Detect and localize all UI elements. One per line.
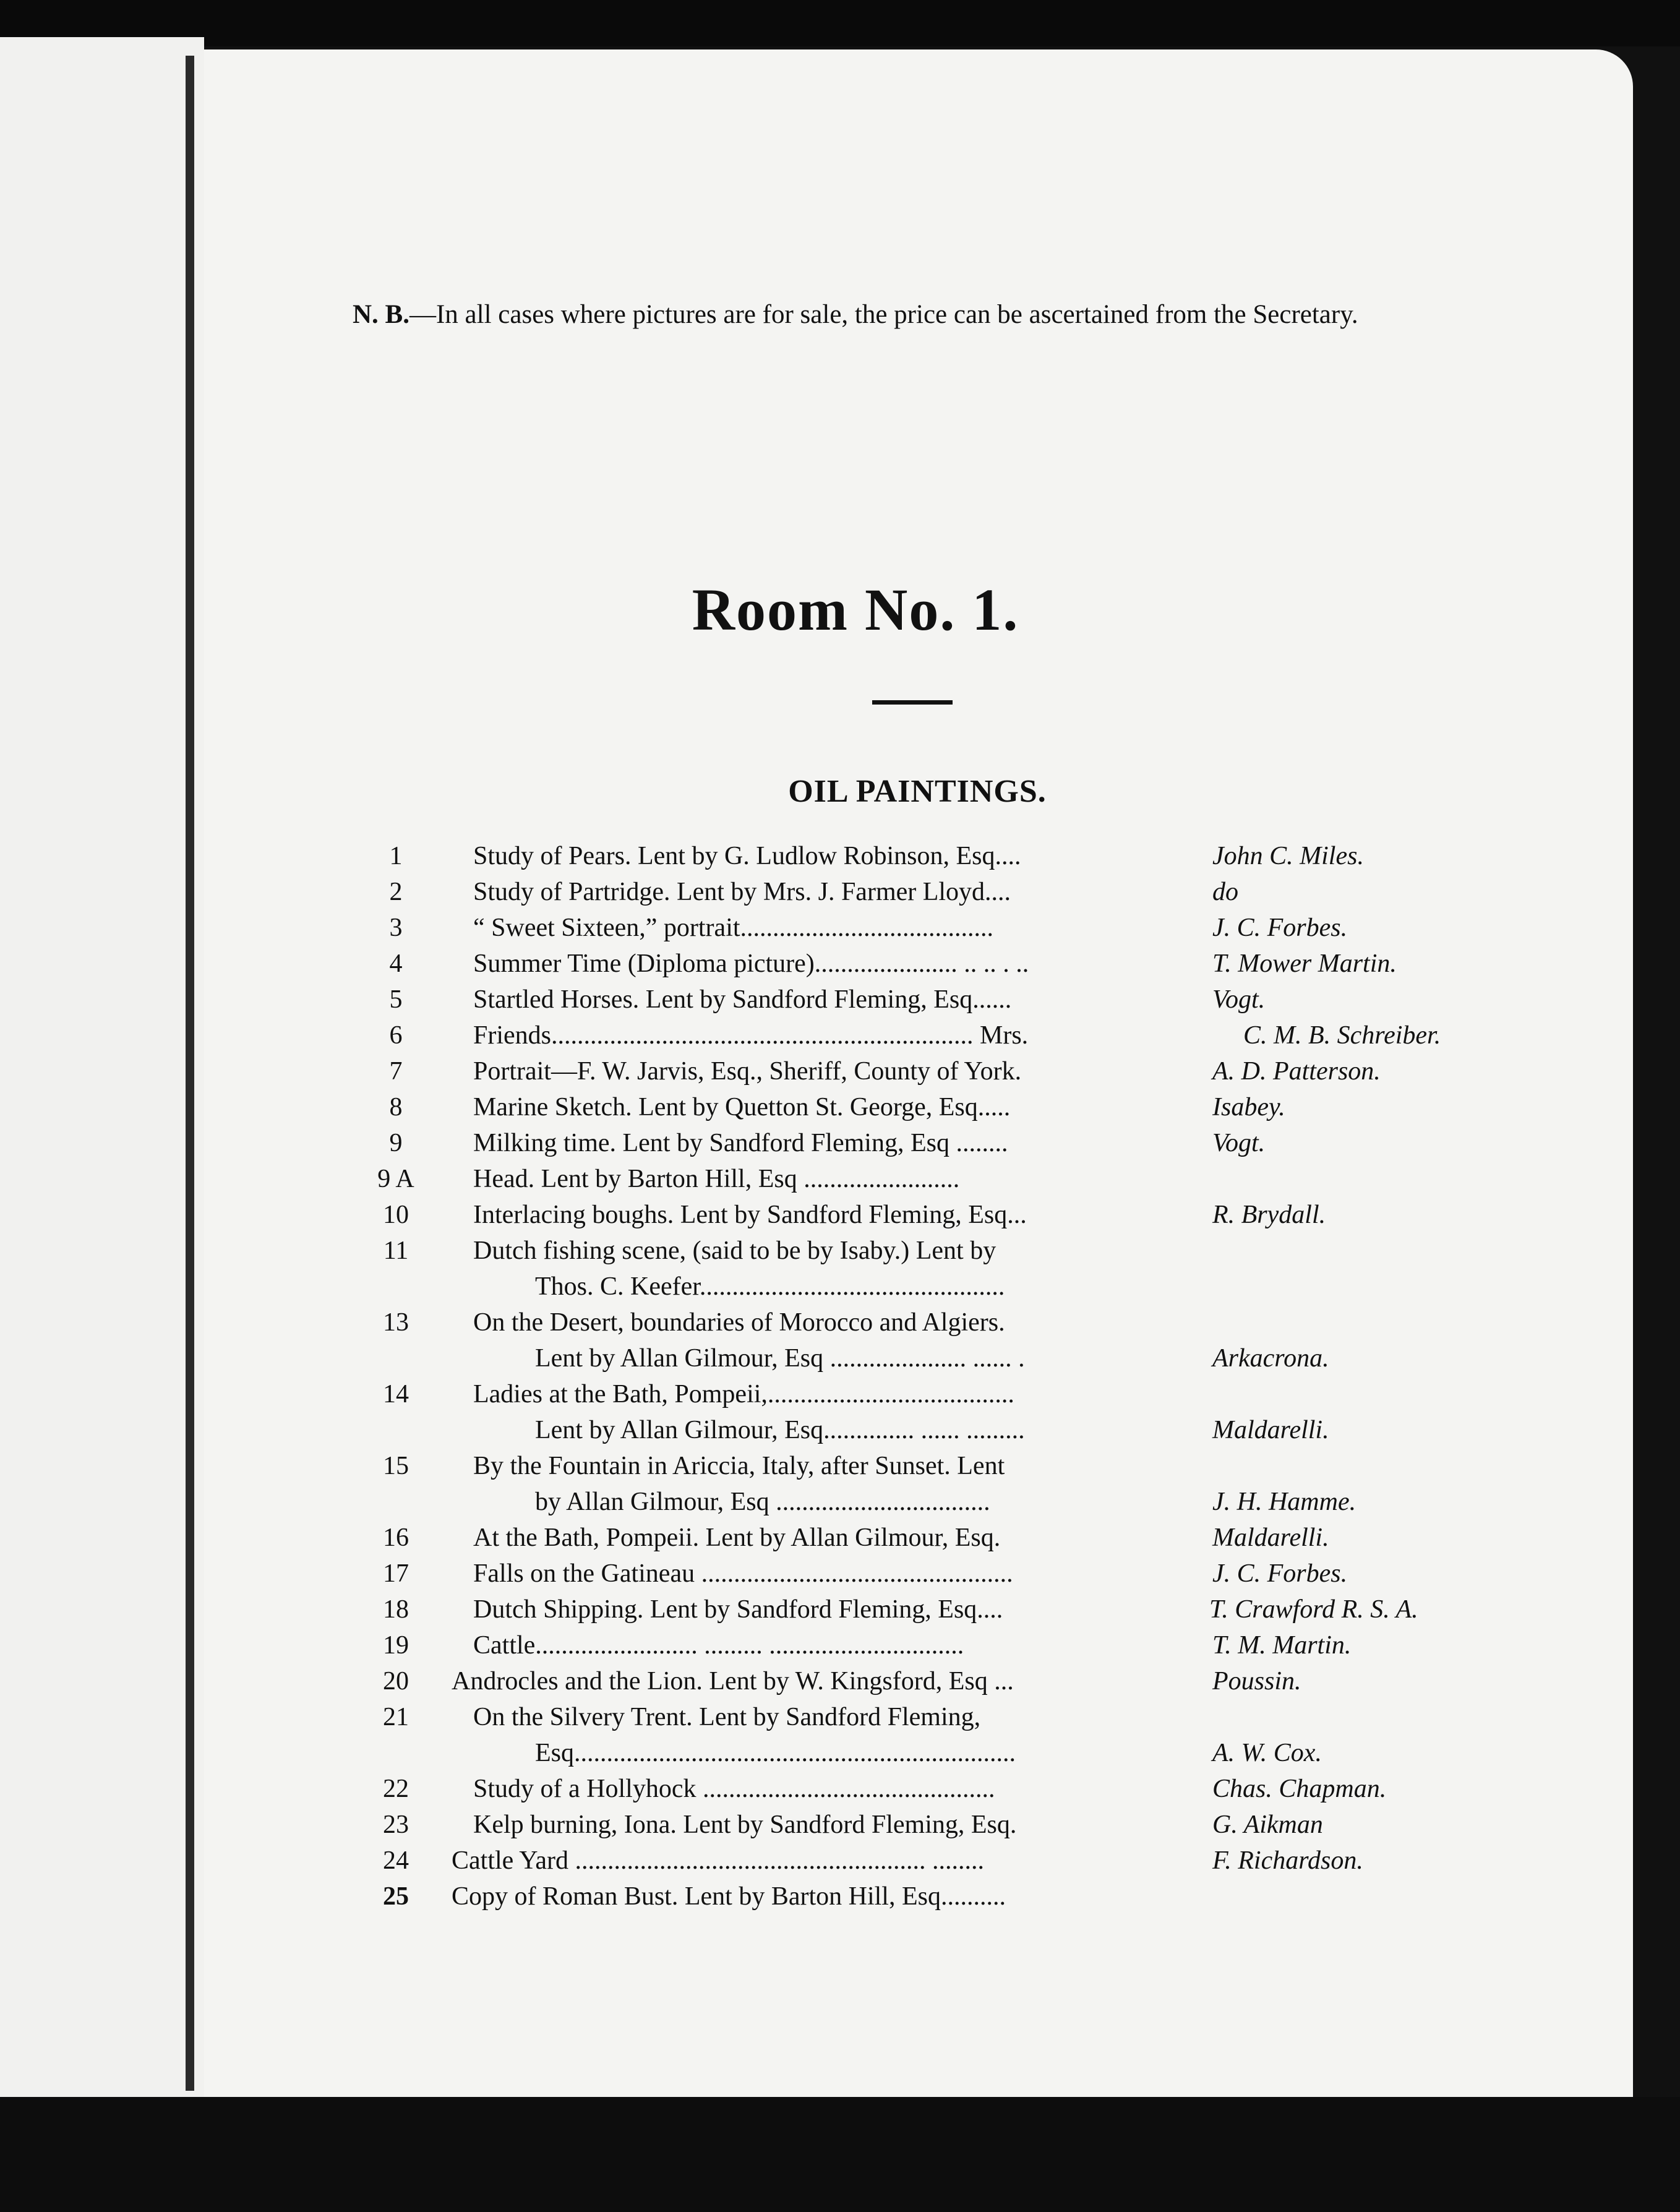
catalogue-entry xyxy=(371,1843,1546,1879)
catalogue-entry xyxy=(371,874,1546,910)
catalogue-entry xyxy=(371,1233,1546,1269)
entry-title: Ladies at the Bath, Pompeii,...................................... xyxy=(473,1380,1014,1408)
entry-title: Kelp burning, Iona. Lent by Sandford Fleming, Esq. xyxy=(473,1811,1017,1839)
entry-number: 5 xyxy=(389,985,403,1014)
catalogue-entry xyxy=(371,1053,1546,1089)
entry-artist: Maldarelli. xyxy=(1212,1524,1329,1552)
entry-title: Copy of Roman Bust. Lent by Barton Hill, Esq.......... xyxy=(452,1882,1006,1911)
entry-number: 22 xyxy=(383,1775,409,1803)
entry-artist: R. Brydall. xyxy=(1212,1201,1326,1229)
catalogue-entry xyxy=(371,1879,1546,1914)
catalogue-entry xyxy=(371,1735,1546,1771)
entry-number: 11 xyxy=(383,1237,409,1265)
catalogue-entry xyxy=(371,1125,1546,1161)
catalogue-entry xyxy=(371,1269,1546,1305)
entry-title: Lent by Allan Gilmour, Esq.............. ...... ......... xyxy=(535,1416,1025,1444)
entry-title: Lent by Allan Gilmour, Esq ..................... ...... . xyxy=(535,1344,1025,1373)
catalogue-entry xyxy=(371,1771,1546,1807)
entry-artist: T. M. Martin. xyxy=(1212,1631,1352,1660)
entry-artist: Arkacrona. xyxy=(1212,1344,1329,1373)
catalogue-entry xyxy=(371,1305,1546,1340)
entry-title: Esq.................................................................... xyxy=(535,1739,1016,1767)
entry-title: Study of Partridge. Lent by Mrs. J. Farmer Lloyd.... xyxy=(473,878,1011,906)
scan-bottom-border xyxy=(0,2097,1680,2212)
catalogue-entry xyxy=(371,1520,1546,1556)
catalogue-entry xyxy=(371,982,1546,1018)
entry-title: “ Sweet Sixteen,” portrait....................................... xyxy=(473,914,994,942)
catalogue-entry xyxy=(371,1663,1546,1699)
entry-number: 14 xyxy=(383,1380,409,1408)
entry-title: Thos. C. Keefer............................................... xyxy=(535,1272,1005,1301)
entry-artist: John C. Miles. xyxy=(1212,842,1364,870)
entry-artist: F. Richardson. xyxy=(1212,1846,1363,1875)
catalogue-entry xyxy=(371,1161,1546,1197)
entry-number: 21 xyxy=(383,1703,409,1731)
entry-title: Dutch fishing scene, (said to be by Isaby.) Lent by xyxy=(473,1237,996,1265)
sale-note-text: —In all cases where pictures are for sale, the price can be ascertained from the Secretary. xyxy=(409,300,1358,329)
entry-number: 4 xyxy=(389,950,403,978)
entry-number: 16 xyxy=(383,1524,409,1552)
entry-artist: Isabey. xyxy=(1212,1093,1285,1121)
entry-title: Head. Lent by Barton Hill, Esq ........................ xyxy=(473,1165,960,1193)
entry-number: 23 xyxy=(383,1811,409,1839)
entry-title: Androcles and the Lion. Lent by W. Kingsford, Esq ... xyxy=(452,1667,1014,1695)
entry-title: Friends................................................................. Mrs. xyxy=(473,1021,1029,1050)
catalogue-entry xyxy=(371,1592,1546,1627)
entry-title: Portrait—F. W. Jarvis, Esq., Sheriff, County of York. xyxy=(473,1057,1022,1086)
entry-number: 7 xyxy=(389,1057,403,1086)
catalogue-entry xyxy=(371,910,1546,946)
entry-artist: do xyxy=(1212,878,1238,906)
catalogue-entry xyxy=(371,1376,1546,1412)
entry-number: 20 xyxy=(383,1667,409,1695)
entry-number: 9 A xyxy=(377,1165,414,1193)
entry-artist: C. M. B. Schreiber. xyxy=(1243,1021,1441,1050)
entry-title: On the Desert, boundaries of Morocco and Algiers. xyxy=(473,1308,1005,1337)
entry-number: 10 xyxy=(383,1201,409,1229)
title-rule xyxy=(872,700,953,705)
entry-artist: T. Crawford R. S. A. xyxy=(1209,1595,1418,1624)
entry-number: 1 xyxy=(389,842,403,870)
catalogue-list xyxy=(371,838,1546,1914)
entry-title: Study of Pears. Lent by G. Ludlow Robinson, Esq.... xyxy=(473,842,1021,870)
entry-number: 9 xyxy=(389,1129,403,1157)
entry-title: On the Silvery Trent. Lent by Sandford Fleming, xyxy=(473,1703,981,1731)
entry-artist: Chas. Chapman. xyxy=(1212,1775,1387,1803)
entry-number: 13 xyxy=(383,1308,409,1337)
entry-artist: G. Aikman xyxy=(1212,1811,1323,1839)
section-title: OIL PAINTINGS. xyxy=(788,774,1047,809)
entry-artist: A. D. Patterson. xyxy=(1212,1057,1381,1086)
entry-title: Interlacing boughs. Lent by Sandford Fleming, Esq... xyxy=(473,1201,1027,1229)
catalogue-entry xyxy=(371,946,1546,982)
entry-artist: Maldarelli. xyxy=(1212,1416,1329,1444)
entry-artist: Vogt. xyxy=(1212,1129,1266,1157)
room-title: Room No. 1. xyxy=(692,577,1019,643)
catalogue-entry xyxy=(371,1018,1546,1053)
catalogue-entry xyxy=(371,1412,1546,1448)
catalogue-entry xyxy=(371,1484,1546,1520)
entry-title: Study of a Hollyhock ............................................. xyxy=(473,1775,995,1803)
entry-number: 24 xyxy=(383,1846,409,1875)
catalogue-entry xyxy=(371,1699,1546,1735)
entry-title: Cattle......................... ......... .............................. xyxy=(473,1631,964,1660)
catalogue-entry xyxy=(371,1627,1546,1663)
catalogue-entry xyxy=(371,1448,1546,1484)
entry-number: 8 xyxy=(389,1093,403,1121)
entry-title: Falls on the Gatineau ................................................ xyxy=(473,1559,1013,1588)
entry-artist: J. C. Forbes. xyxy=(1212,1559,1348,1588)
entry-number: 6 xyxy=(389,1021,403,1050)
catalogue-entry xyxy=(371,1340,1546,1376)
entry-title: by Allan Gilmour, Esq ................................. xyxy=(535,1488,990,1516)
entry-title: Summer Time (Diploma picture)...................... .. .. . .. xyxy=(473,950,1029,978)
catalogue-entry xyxy=(371,1807,1546,1843)
entry-number: 25 xyxy=(383,1882,409,1911)
entry-number: 2 xyxy=(389,878,403,906)
entry-number: 3 xyxy=(389,914,403,942)
entry-number: 15 xyxy=(383,1452,409,1480)
sale-note-lead: N. B. xyxy=(353,300,409,329)
catalogue-entry xyxy=(371,1556,1546,1592)
entry-title: Startled Horses. Lent by Sandford Fleming, Esq...... xyxy=(473,985,1012,1014)
entry-title: Milking time. Lent by Sandford Fleming, Esq ........ xyxy=(473,1129,1008,1157)
entry-artist: J. C. Forbes. xyxy=(1212,914,1348,942)
sale-note xyxy=(353,297,1485,333)
entry-number: 19 xyxy=(383,1631,409,1660)
catalogue-entry xyxy=(371,1089,1546,1125)
catalogue-entry xyxy=(371,838,1546,874)
entry-artist: Poussin. xyxy=(1212,1667,1301,1695)
entry-number: 18 xyxy=(383,1595,409,1624)
entry-title: Dutch Shipping. Lent by Sandford Fleming, Esq.... xyxy=(473,1595,1003,1624)
entry-title: At the Bath, Pompeii. Lent by Allan Gilmour, Esq. xyxy=(473,1524,1001,1552)
entry-title: Marine Sketch. Lent by Quetton St. George, Esq..... xyxy=(473,1093,1011,1121)
book-spine xyxy=(186,56,194,2091)
entry-artist: J. H. Hamme. xyxy=(1212,1488,1356,1516)
entry-title: By the Fountain in Ariccia, Italy, after Sunset. Lent xyxy=(473,1452,1005,1480)
entry-number: 17 xyxy=(383,1559,409,1588)
entry-title: Cattle Yard ...................................................... ........ xyxy=(452,1846,984,1875)
scan-top-border xyxy=(0,0,1680,46)
entry-artist: A. W. Cox. xyxy=(1212,1739,1322,1767)
entry-artist: Vogt. xyxy=(1212,985,1266,1014)
catalogue-entry xyxy=(371,1197,1546,1233)
facing-page-edge xyxy=(0,37,204,2097)
entry-artist: T. Mower Martin. xyxy=(1212,950,1397,978)
